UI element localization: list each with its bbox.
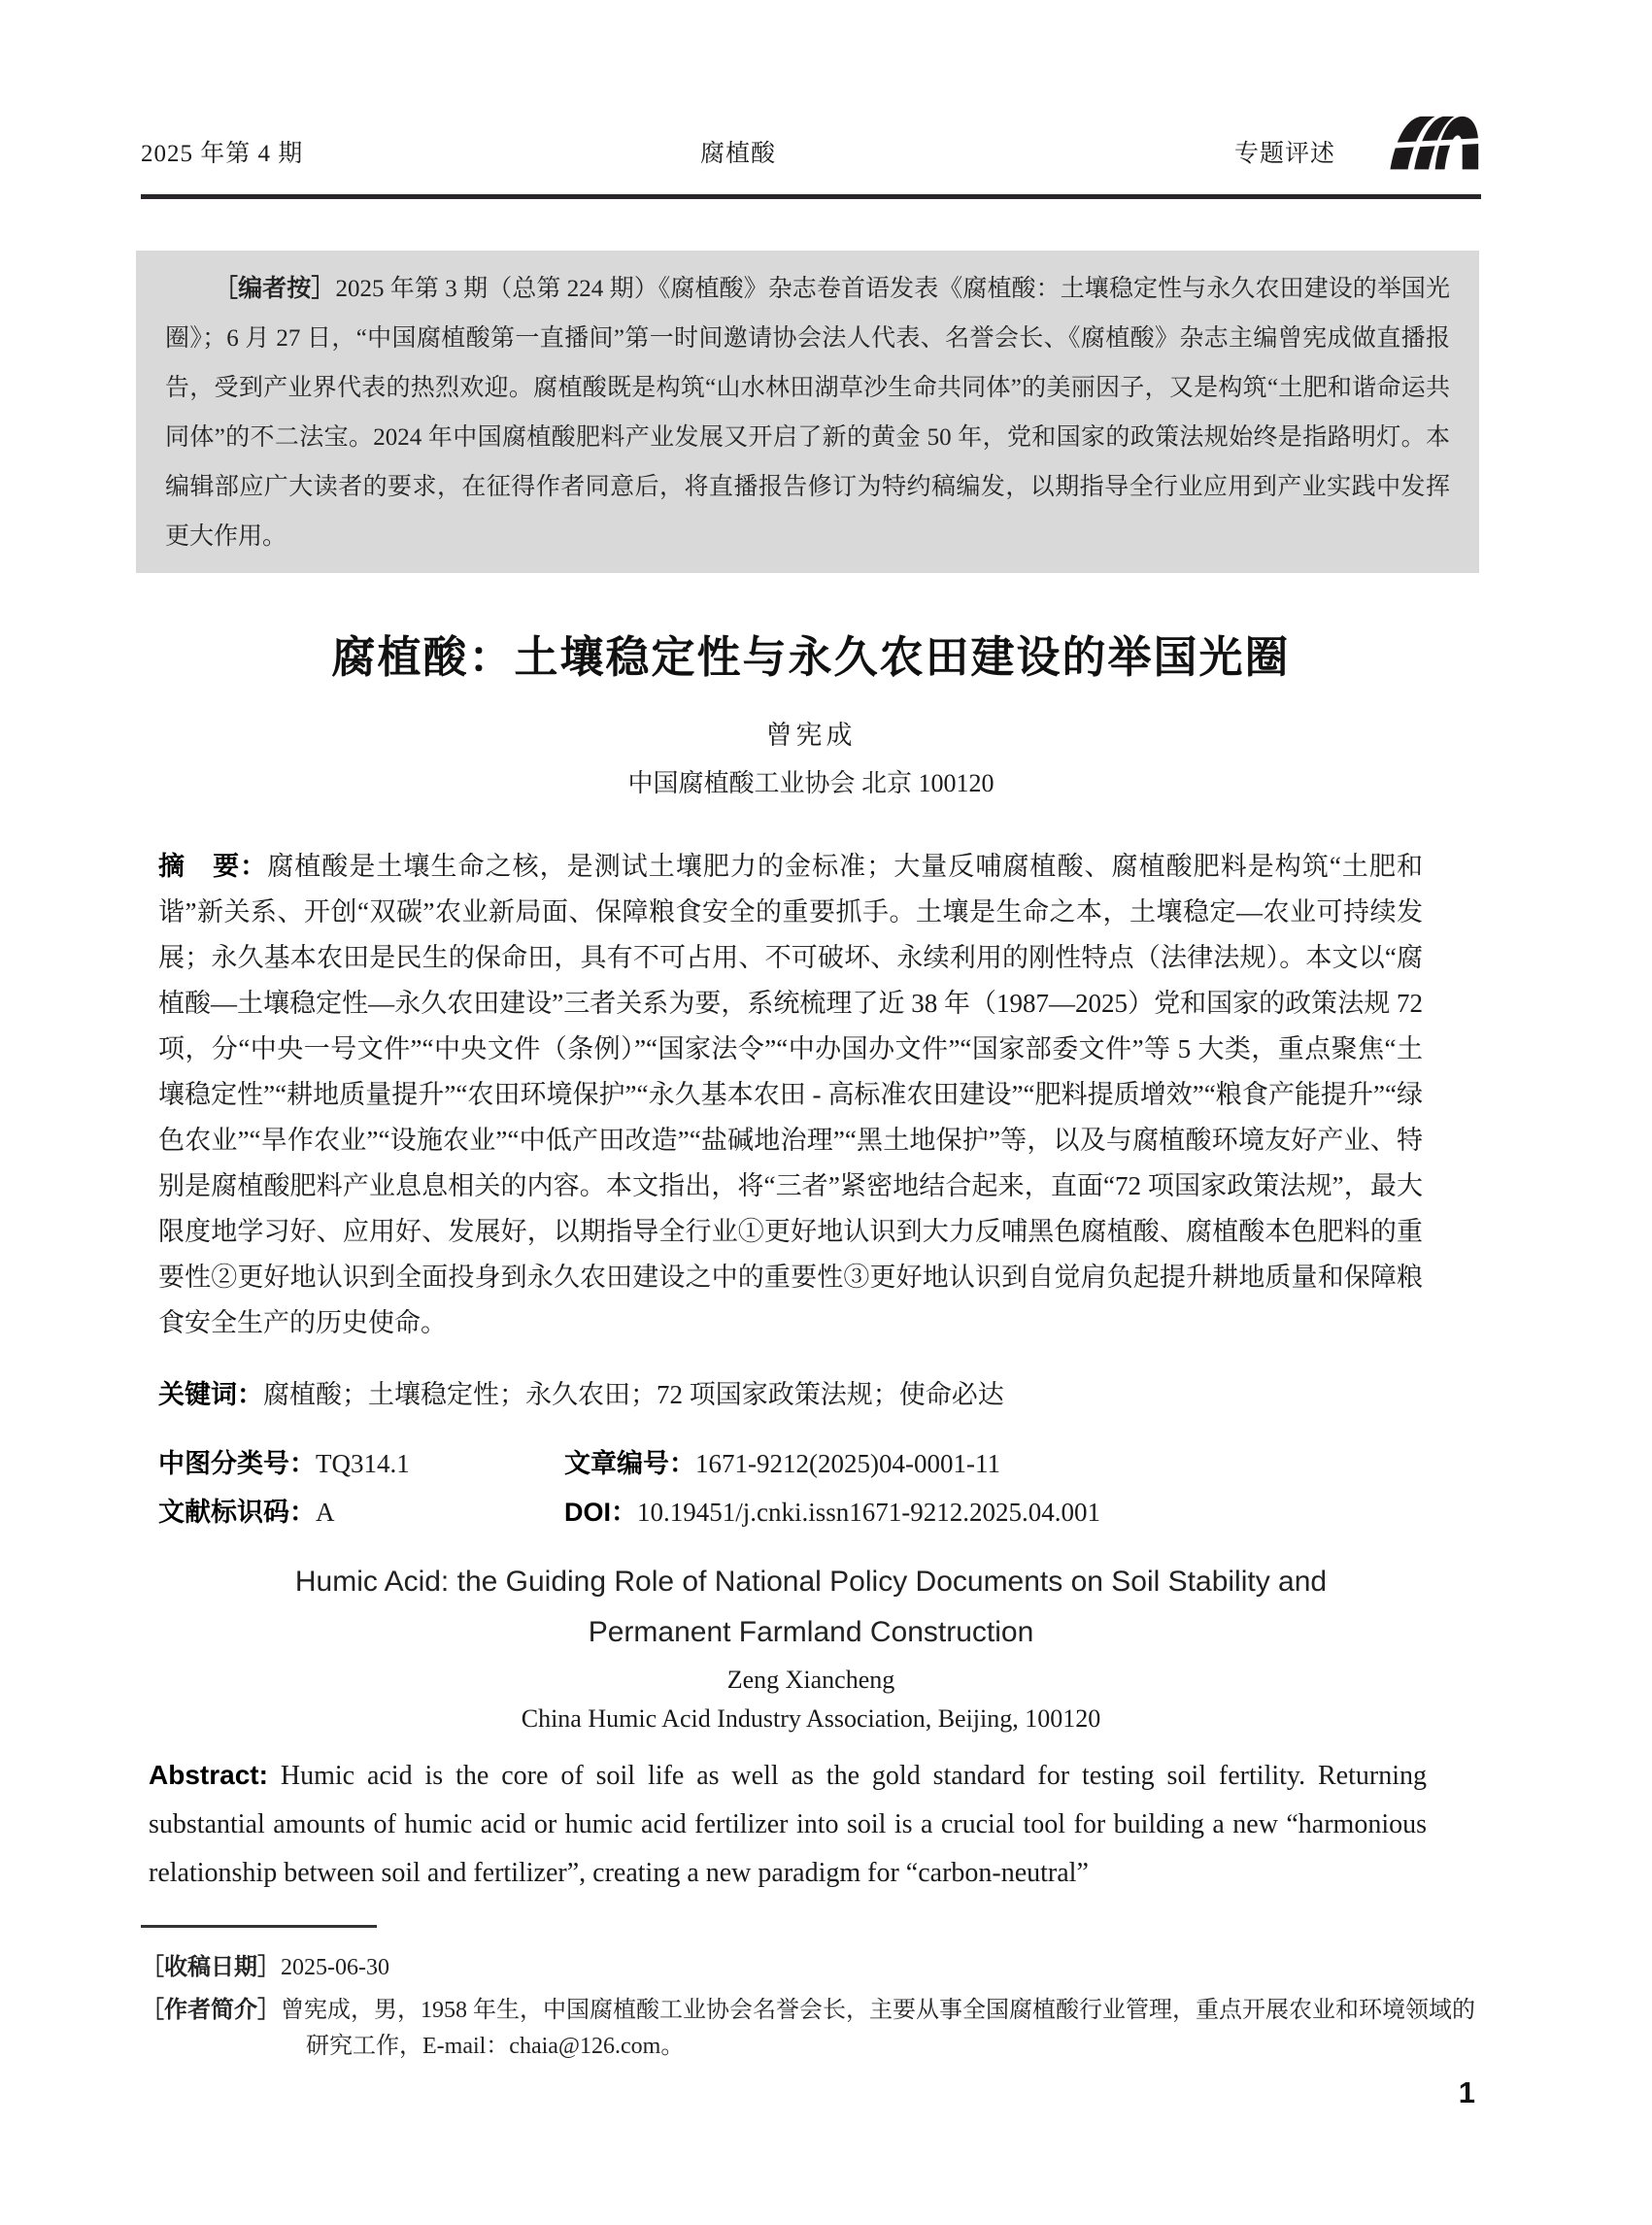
doi-label: DOI： (564, 1498, 638, 1528)
doi-value: 10.19451/j.cnki.issn1671-9212.2025.04.001 (637, 1498, 1101, 1528)
clc-value: TQ314.1 (316, 1449, 410, 1479)
page-content (141, 134, 1481, 2071)
english-abstract-paragraph (149, 1751, 1427, 1898)
author-bio-text: 曾宪成，男，1958 年生，中国腐植酸工业协会名誉会长，主要从事全国腐植酸行业管理，重点开展农业和环境领域的研究工作，E-mail：chaia@126.com。 (281, 1998, 1475, 2060)
article-id-value: 1671-9212(2025)04-0001-11 (695, 1449, 1000, 1479)
english-title-line2: Permanent Farmland Construction (588, 1616, 1034, 1649)
abstract-paragraph (158, 844, 1423, 1346)
article-id-label: 文章编号： (564, 1449, 695, 1479)
english-affiliation: China Humic Acid Industry Association, Beijing, 100120 (521, 1704, 1101, 1734)
footnote-block (141, 1949, 1481, 2065)
journal-logo-icon (1384, 107, 1483, 171)
clc-label: 中图分类号： (158, 1449, 316, 1479)
journal-name: 腐植酸 (699, 141, 776, 167)
article-id-pair (564, 1444, 1423, 1483)
english-title-line1: Humic Acid: the Guiding Role of National Policy Documents on Soil Stability and (294, 1566, 1328, 1599)
doc-code-pair (158, 1493, 564, 1532)
editor-note-label: ［编者按］ (214, 276, 336, 302)
keywords-label: 关键词： (158, 1380, 263, 1410)
author-bio-line (141, 1992, 1481, 2065)
footnote-rule (141, 1925, 377, 1928)
article-title: 腐植酸：土壤稳定性与永久农田建设的举国光圈 (331, 632, 1291, 682)
editor-note-text: 2025 年第 3 期（总第 224 期）《腐植酸》杂志卷首语发表《腐植酸：土壤稳定性与永久农田建设的举国光圈》；6 月 27 日，“中国腐植酸第一直播间”第一时间邀请协会法人代表、名誉会长、《腐植酸》杂志主编曾宪成做直播报告，受到产业界代表的热烈欢迎。腐植酸既是构筑“山水林田湖草沙生命共同体”的美丽因子，又是构筑“土肥和谐命运共同体”的不二法宝。2024 年中国腐植酸肥料产业发展又开启了新的黄金 50 年，党和国家的政策法规始终是指路明灯。本编辑部应广大读者的要求，在征得作者同意后，将直播报告修订为特约稿编发，以期指导全行业应用到产业实践中发挥更大作用。 (165, 276, 1450, 550)
english-abstract-label: Abstract: (149, 1760, 268, 1791)
running-head (141, 134, 1481, 169)
header-rule (141, 194, 1481, 199)
column-label: 专题评述 (1233, 141, 1335, 167)
received-date-line (141, 1949, 1481, 1986)
english-author: Zeng Xiancheng (726, 1666, 895, 1695)
meta-line-1 (158, 1444, 1423, 1483)
doi-pair (564, 1493, 1423, 1532)
article-affiliation: 中国腐植酸工业协会 北京 100120 (627, 769, 995, 798)
clc-pair (158, 1444, 564, 1483)
article-author: 曾宪成 (765, 721, 857, 751)
editor-note-box (136, 251, 1479, 573)
keywords-text: 腐植酸；土壤稳定性；永久农田；72 项国家政策法规；使命必达 (263, 1380, 1004, 1410)
abstract-text: 腐植酸是土壤生命之核，是测试土壤肥力的金标准；大量反哺腐植酸、腐植酸肥料是构筑“土肥和谐”新关系、开创“双碳”农业新局面、保障粮食安全的重要抓手。土壤是生命之本，土壤稳定—农业可持续发展；永久基本农田是民生的保命田，具有不可占用、不可破坏、永续利用的刚性特点（法律法规）。本文以“腐植酸—土壤稳定性—永久农田建设”三者关系为要，系统梳理了近 38 年（1987—2025）党和国家的政策法规 72 项，分“中央一号文件”“中央文件（条例）”“国家法令”“中办国办文件”“国家部委文件”等 5 大类，重点聚焦“土壤稳定性”“耕地质量提升”“农田环境保护”“永久基本农田 - 高标准农田建设”“肥料提质增效”“粮食产能提升”“绿色农业”“旱作农业”“设施农业”“中低产田改造”“盐碱地治理”“黑土地保护”等，以及与腐植酸环境友好产业、特别是腐植酸肥料产业息息相关的内容。本文指出，将“三者”紧密地结合起来，直面“72 项国家政策法规”，最大限度地学习好、应用好、发展好，以期指导全行业①更好地认识到大力反哺黑色腐植酸、腐植酸本色肥料的重要性②更好地认识到全面投身到永久农田建设之中的重要性③更好地认识到自觉肩负起提升耕地质量和保障粮食安全生产的历史使命。 (158, 852, 1424, 1338)
meta-line-2 (158, 1493, 1423, 1532)
received-date-label: ［收稿日期］ (141, 1954, 281, 1981)
doc-code-value: A (316, 1498, 335, 1528)
keywords-line (158, 1372, 1423, 1418)
received-date-value: 2025-06-30 (281, 1955, 389, 1981)
page-number: 1 (1458, 2075, 1475, 2109)
issue-label: 2025 年第 4 期 (141, 141, 304, 167)
doc-code-label: 文献标识码： (158, 1498, 316, 1528)
abstract-label: 摘 要： (158, 852, 268, 882)
english-abstract-text: Humic acid is the core of soil life as well as the gold standard for testing soil fertility. Returning substantial amounts of humic acid or humic acid fertilizer into soil is a crucial tool for building a new “harmonious relationship between soil and fertilizer”, creating a new paradigm for “carbon-neutral” (149, 1761, 1427, 1889)
english-title (141, 1557, 1481, 1658)
author-bio-label: ［作者简介］ (141, 1997, 281, 2024)
